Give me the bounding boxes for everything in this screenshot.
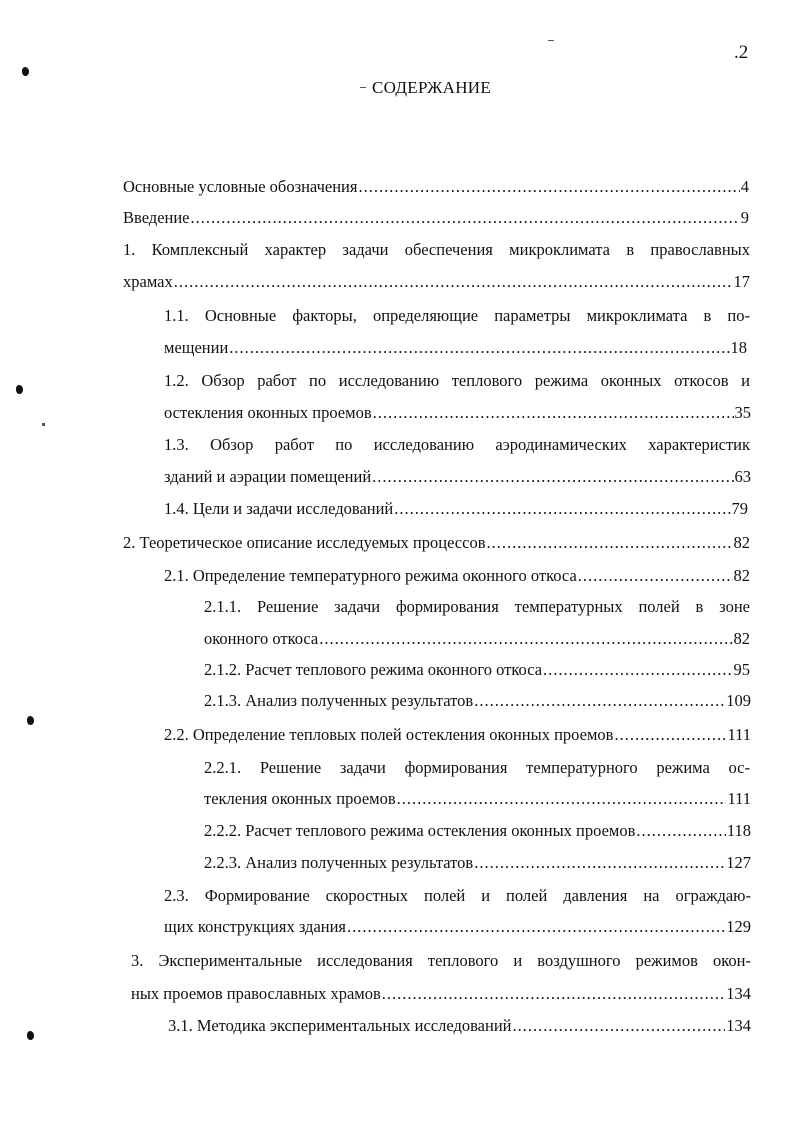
toc-entry — [168, 1016, 751, 1038]
toc-entry — [164, 499, 748, 521]
toc-entry-line — [131, 951, 751, 973]
toc-entry-title: остекления оконных проемов — [164, 403, 372, 422]
toc-page-number: 95 — [733, 660, 750, 679]
dot-leader — [487, 533, 733, 553]
toc-entry — [204, 629, 750, 651]
toc-page-number: 82 — [733, 629, 750, 648]
dot-leader — [578, 566, 733, 586]
toc-entry-title-line1: 2.2.1. Решение задачи формирования температурного режима ос- — [204, 758, 750, 777]
page-title: СОДЕРЖАНИЕ — [372, 78, 492, 97]
toc-entry — [204, 853, 751, 875]
toc-entry-title-line1: 1. Комплексный характер задачи обеспечения микроклимата в православных — [123, 240, 750, 259]
toc-entry — [123, 533, 750, 555]
toc-entry — [123, 272, 750, 294]
toc-page-number: 118 — [726, 821, 751, 840]
dot-leader — [372, 467, 733, 487]
punch-hole-mark — [27, 1031, 34, 1040]
toc-entry — [204, 660, 750, 682]
toc-entry-title-line1: 1.3. Обзор работ по исследованию аэродинамических характеристик — [164, 435, 750, 454]
dot-leader — [474, 691, 725, 711]
toc-page-number: 111 — [727, 725, 751, 744]
toc-entry-title: 1.4. Цели и задачи исследований — [164, 499, 394, 518]
toc-page-number: 82 — [733, 566, 750, 585]
toc-entry-title: 2. Теоретическое описание исследуемых процессов — [123, 533, 486, 552]
toc-entry — [164, 403, 751, 425]
toc-page-number: 111 — [727, 789, 751, 808]
toc-page-number: 134 — [726, 1016, 751, 1035]
toc-entry-title-line1: 1.1. Основные факторы, определяющие параметры микроклимата в по- — [164, 306, 750, 325]
dot-leader — [319, 629, 732, 649]
toc-entry — [164, 467, 751, 489]
toc-page-number: 18 — [730, 338, 747, 357]
dot-leader — [614, 725, 726, 745]
toc-entry-title-line1: 2.3. Формирование скоростных полей и полей давления на ограждаю- — [164, 886, 751, 905]
toc-entry-title: 2.2.3. Анализ полученных результатов — [204, 853, 474, 872]
toc-entry-title: оконного откоса — [204, 629, 319, 648]
toc-entry — [123, 177, 749, 199]
toc-entry-title: 2.2.2. Расчет теплового режима остекления оконных проемов — [204, 821, 636, 840]
toc-entry — [131, 984, 751, 1006]
scan-speck — [42, 423, 45, 426]
toc-page-number: 82 — [733, 533, 750, 552]
dot-leader — [394, 499, 730, 519]
dot-leader — [543, 660, 732, 680]
dot-leader — [512, 1016, 725, 1036]
toc-entry — [204, 691, 751, 713]
toc-entry — [204, 821, 751, 843]
toc-page-number: 109 — [726, 691, 751, 710]
toc-entry — [204, 789, 751, 811]
toc-entry-title-line1: 1.2. Обзор работ по исследованию теплового режима оконных откосов и — [164, 371, 750, 390]
dot-leader — [474, 853, 725, 873]
toc-entry-title: храмах — [123, 272, 173, 291]
toc-entry — [123, 208, 749, 230]
toc-entry — [164, 338, 747, 360]
toc-entry-title: 2.1.2. Расчет теплового режима оконного откоса — [204, 660, 543, 679]
toc-page-number: 129 — [726, 917, 751, 936]
toc-entry-title: мещении — [164, 338, 229, 357]
dot-leader — [174, 272, 733, 292]
toc-entry-line — [164, 435, 750, 457]
toc-entry — [164, 566, 750, 588]
punch-hole-mark — [16, 385, 23, 394]
toc-page-number: 17 — [733, 272, 750, 291]
toc-entry-title: 3.1. Методика экспериментальных исследований — [168, 1016, 512, 1035]
toc-entry-title: текления оконных проемов — [204, 789, 396, 808]
page-number: .2 — [734, 42, 749, 63]
toc-entry-title: щих конструкциях здания — [164, 917, 347, 936]
toc-entry-title: 2.2. Определение тепловых полей остекления оконных проемов — [164, 725, 614, 744]
toc-entry-line — [164, 886, 751, 908]
dot-leader — [229, 338, 729, 358]
toc-entry — [164, 917, 751, 939]
dot-leader — [373, 403, 734, 423]
toc-entry-title-line1: 3. Экспериментальные исследования теплового и воздушного режимов окон- — [131, 951, 751, 970]
dot-leader — [358, 177, 739, 197]
toc-entry-line — [164, 371, 750, 393]
dot-leader — [347, 917, 725, 937]
dot-leader — [191, 208, 740, 228]
toc-entry-title: Введение — [123, 208, 190, 227]
punch-hole-mark — [27, 716, 34, 725]
toc-entry-title: 2.1.3. Анализ полученных результатов — [204, 691, 474, 710]
toc-entry-line — [164, 306, 750, 328]
toc-page-number: 4 — [740, 177, 749, 196]
toc-page-number: 63 — [734, 467, 751, 486]
toc-entry-title: зданий и аэрации помещений — [164, 467, 372, 486]
toc-entry-line — [204, 597, 750, 619]
dot-leader — [636, 821, 725, 841]
toc-entry-title: Основные условные обозначения — [123, 177, 358, 196]
toc-page-number: 9 — [740, 208, 749, 227]
scan-speck — [548, 40, 554, 41]
toc-entry-line — [204, 758, 750, 780]
toc-entry — [164, 725, 751, 747]
punch-hole-mark — [22, 67, 29, 76]
toc-entry-title-line1: 2.1.1. Решение задачи формирования температурных полей в зоне — [204, 597, 750, 616]
scan-speck — [360, 87, 366, 88]
toc-entry-title: ных проемов православных храмов — [131, 984, 381, 1003]
dot-leader — [382, 984, 725, 1004]
dot-leader — [397, 789, 727, 809]
toc-page-number: 134 — [726, 984, 751, 1003]
toc-entry-line — [123, 240, 750, 262]
toc-page-number: 79 — [731, 499, 748, 518]
toc-entry-title: 2.1. Определение температурного режима оконного откоса — [164, 566, 577, 585]
toc-page-number: 127 — [726, 853, 751, 872]
toc-page-number: 35 — [734, 403, 751, 422]
